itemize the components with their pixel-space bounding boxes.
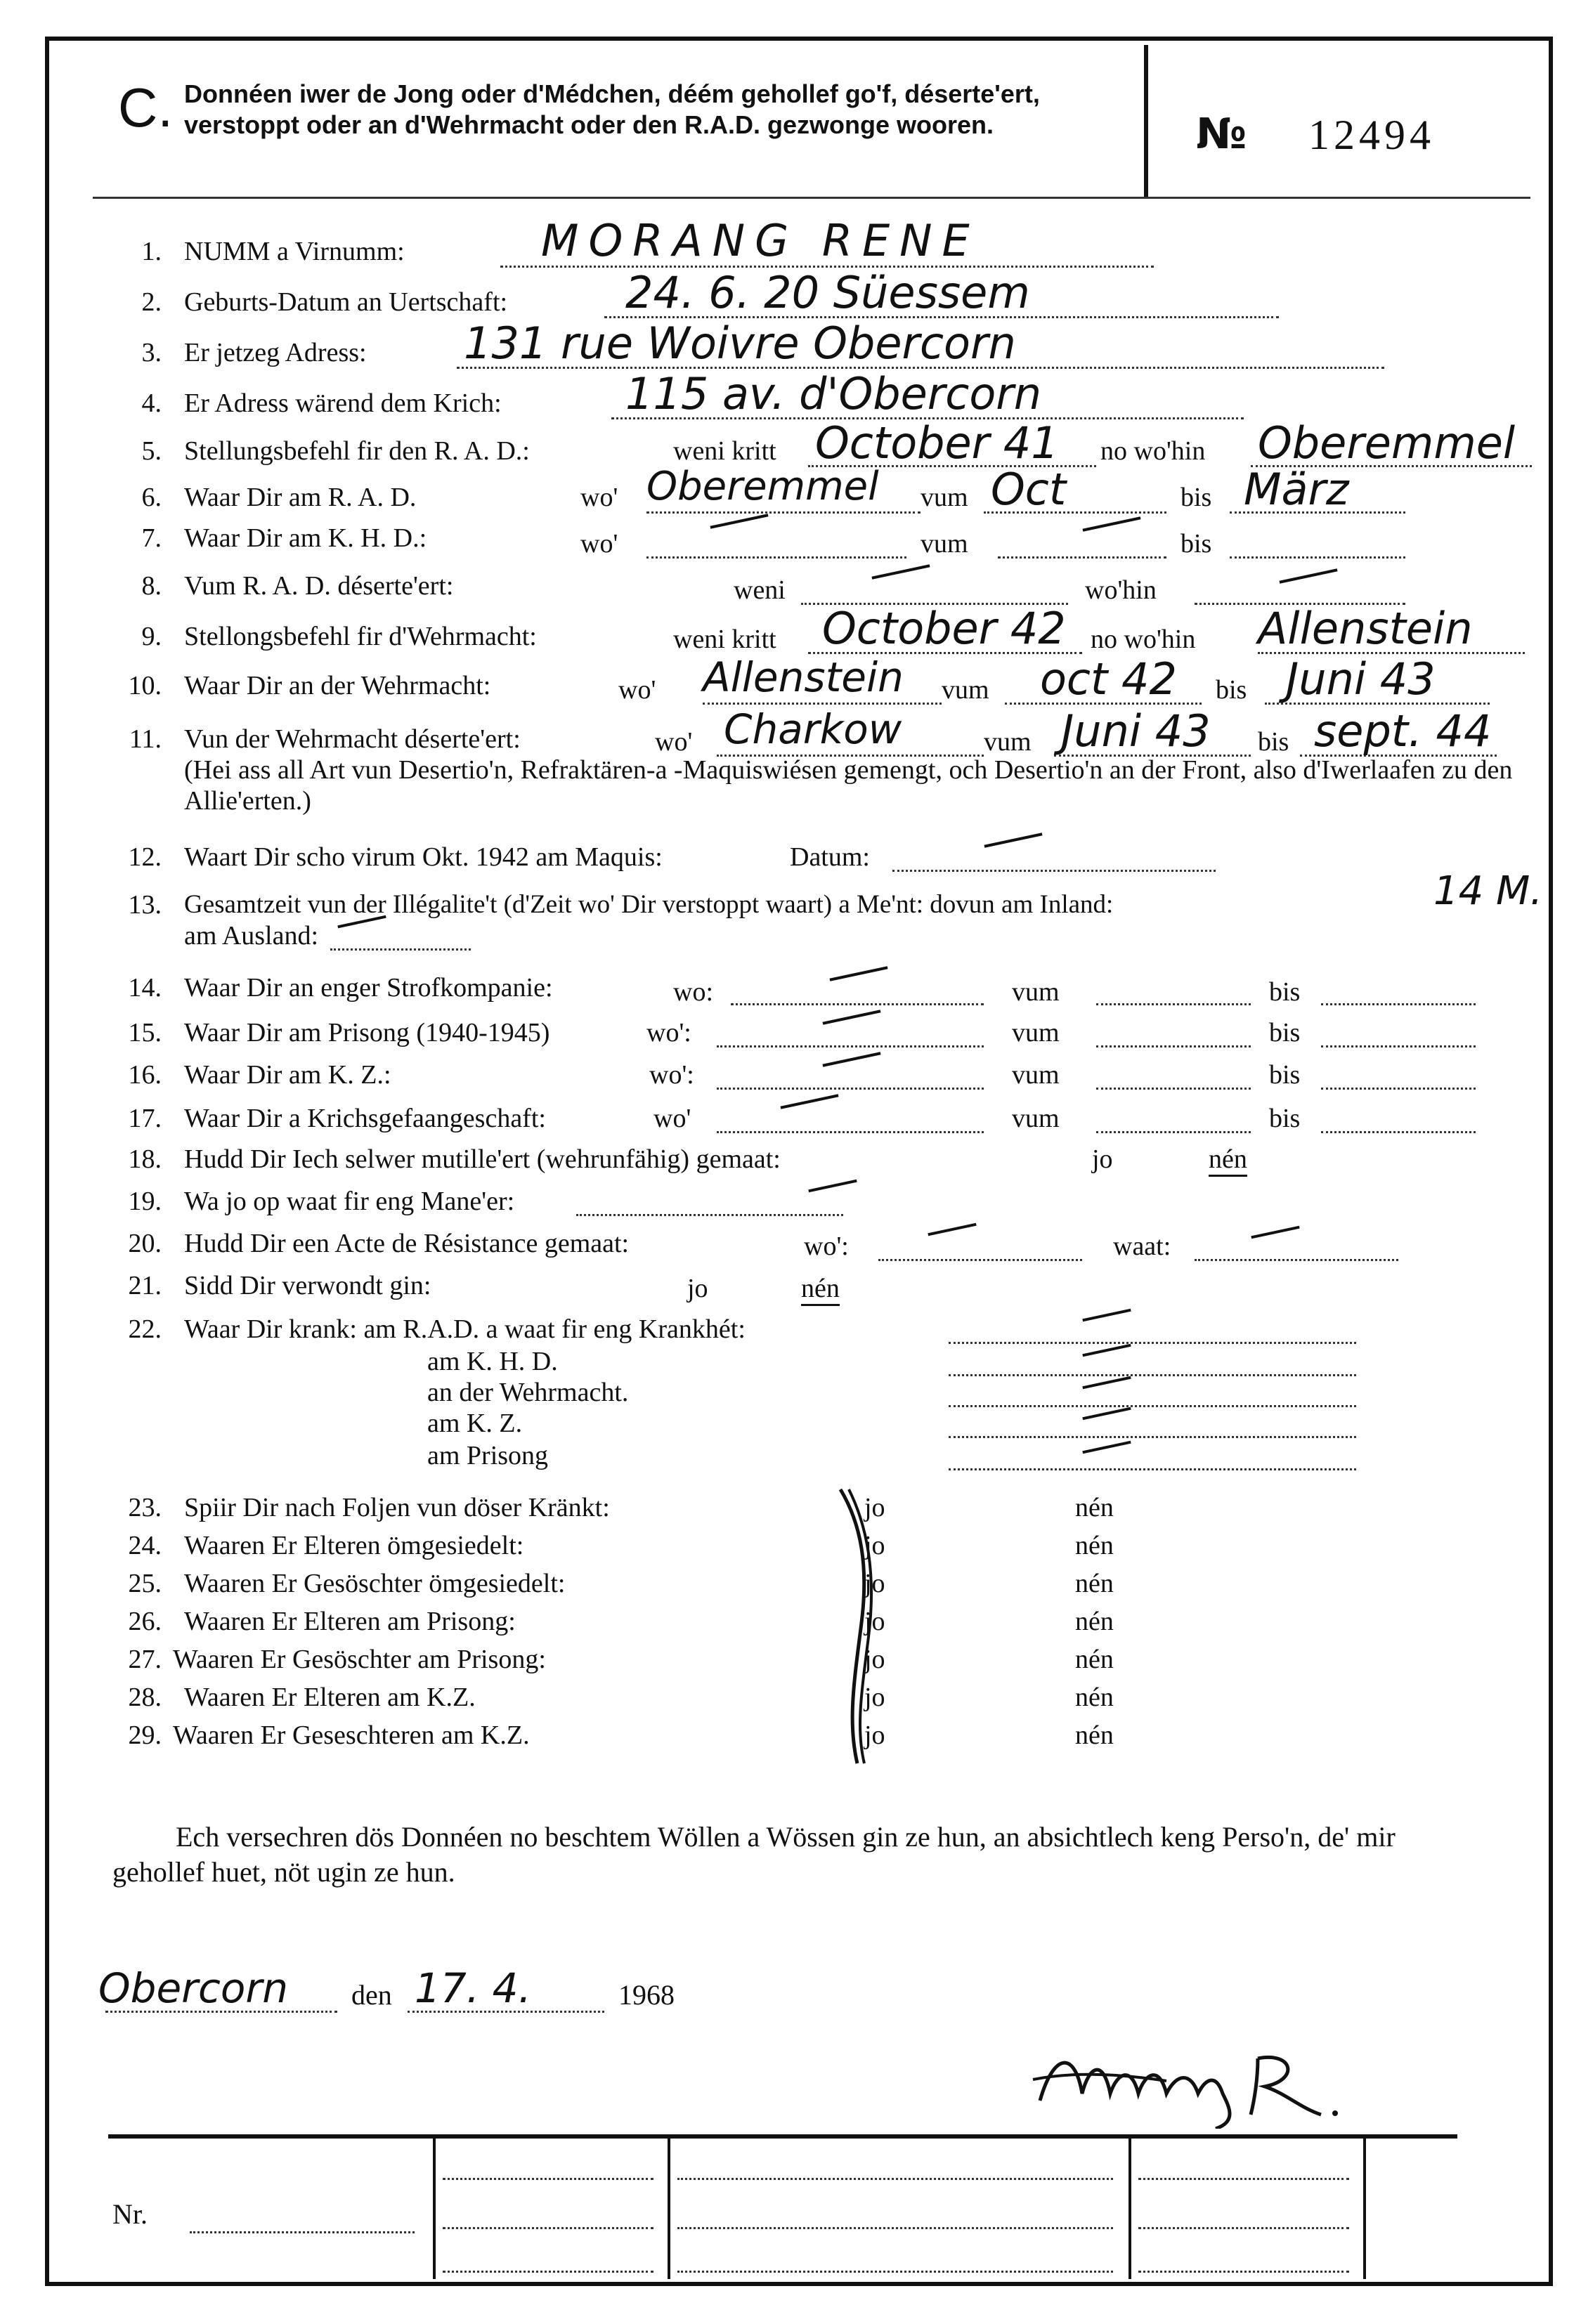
note-desertion: (Hei ass all Art vun Desertio'n, Refraktären-a -Maquiswiésen gemengt, och Desertio'n an der Front, also d'Iwerlaafen zu den Allie'erten.) (184, 755, 1513, 816)
answer-dash (1082, 1441, 1131, 1454)
answer-rad-from[interactable]: Oct (991, 464, 1067, 515)
question-number: 11. (129, 724, 162, 754)
field-label-until: bis (1269, 1018, 1301, 1047)
section-letter: C. (118, 77, 173, 138)
handwritten-place[interactable]: Obercorn (98, 1964, 288, 2012)
den-label: den (351, 1979, 392, 2011)
question-label: Sidd Dir verwondt gin: (184, 1271, 431, 1300)
answer-line (731, 1003, 984, 1005)
answer-birth[interactable]: 24. 6. 20 Süessem (625, 267, 1030, 318)
answer-line (717, 1045, 984, 1047)
field-label-when: weni kritt (673, 436, 776, 466)
field-label-until: bis (1269, 1060, 1301, 1090)
answer-dash (1280, 568, 1338, 583)
answer-line (1321, 1045, 1476, 1047)
question-number: 28. (128, 1683, 162, 1712)
question-number: 1. (141, 237, 162, 266)
question-number: 16. (128, 1060, 162, 1090)
answer-line (717, 1131, 984, 1133)
field-label-from: vum (1012, 1018, 1060, 1047)
question-number: 9. (141, 622, 162, 651)
answer-line (1321, 1003, 1476, 1005)
question-label: Waar Dir am K. Z.: (184, 1060, 391, 1090)
answer-line (949, 1374, 1356, 1376)
answer-wehrmacht-date[interactable]: October 42 (822, 603, 1066, 654)
answer-line (949, 1342, 1356, 1344)
answer-dash (823, 1010, 881, 1024)
question-label: Er Adress wärend dem Krich: (184, 389, 502, 418)
field-label-where: wo' (618, 675, 656, 705)
footer-field-line[interactable] (1138, 2227, 1349, 2229)
answer-line (892, 870, 1216, 872)
handwritten-date[interactable]: 17. 4. (415, 1964, 532, 2012)
question-label: Stellongsbefehl fir d'Wehrmacht: (184, 622, 537, 651)
field-label-when: weni kritt (673, 625, 776, 654)
illness-sub-khd: am K. H. D. (427, 1347, 558, 1376)
answer-dash (808, 1180, 857, 1192)
question-number: 29. (128, 1721, 162, 1750)
question-number: 27. (128, 1645, 162, 1674)
option-jo-selected[interactable]: jo (864, 1645, 885, 1674)
option-nen-selected[interactable]: nén (1209, 1144, 1247, 1177)
question-number: 5. (141, 436, 162, 466)
field-label-from: vum (921, 483, 968, 512)
question-number: 18. (128, 1144, 162, 1174)
answer-address[interactable]: 131 rue Woivre Obercorn (464, 318, 1016, 369)
answer-desertion-from[interactable]: Juni 43 (1061, 705, 1211, 757)
question-number: 7. (141, 523, 162, 553)
answer-line (330, 948, 471, 951)
answer-line (949, 1405, 1356, 1407)
answer-name[interactable]: MORANG RENE (541, 215, 980, 266)
question-label: Waar Dir an enger Strofkompanie: (184, 973, 553, 1003)
answer-line (949, 1468, 1356, 1470)
option-nen[interactable]: nén (1075, 1645, 1114, 1674)
option-nen[interactable]: nén (1075, 1683, 1114, 1712)
question-number: 3. (141, 338, 162, 367)
option-nen[interactable]: nén (1075, 1493, 1114, 1522)
answer-line (646, 556, 906, 559)
illness-sub-wehrmacht: an der Wehrmacht. (427, 1378, 629, 1407)
question-number: 25. (128, 1569, 162, 1598)
question-label: Waaren Er Gesöschter ömgesiedelt: (184, 1569, 566, 1598)
form-title: Donnéen iwer de Jong oder d'Médchen, déém gehollef go'f, déserte'ert, verstoppt oder an d'Wehrmacht oder den R.A.D. gezwonge wooren. (184, 79, 1040, 139)
footer-field-line[interactable] (1138, 2178, 1349, 2180)
field-label-where: no wo'hin (1091, 625, 1196, 654)
field-label-date: Datum: (790, 842, 870, 872)
answer-dash (928, 1223, 976, 1236)
question-label: Wa jo op waat fir eng Mane'er: (184, 1187, 515, 1216)
option-nen[interactable]: nén (1075, 1721, 1114, 1750)
footer-field-line[interactable] (443, 2227, 653, 2229)
field-label-where: wo'hin (1085, 575, 1157, 605)
question-number: 2. (141, 287, 162, 317)
footer-column-divider (1363, 2139, 1366, 2279)
illness-sub-prisong: am Prisong (427, 1441, 549, 1470)
answer-dash (1082, 1309, 1131, 1321)
answer-line (646, 511, 921, 514)
signature-image (1026, 2023, 1419, 2129)
question-label: Waar Dir krank: am R.A.D. a waat fir eng Krankhét: (184, 1314, 746, 1344)
attestation-text: Ech versechren dös Donnéen no beschtem Wöllen a Wössen gin ze hun, an absichtlech keng Perso'n, de' mir gehollef huet, nöt ugin ze hun. (112, 1821, 1396, 1888)
question-number: 22. (128, 1314, 162, 1344)
question-label: Geburts-Datum an Uertschaft: (184, 287, 508, 317)
answer-rad-where[interactable]: Oberemmel (646, 464, 879, 509)
question-number: 8. (141, 571, 162, 601)
question-label: Er jetzeg Adress: (184, 338, 367, 367)
question-label: Waar Dir am R. A. D. (184, 483, 417, 512)
question-label: Vun der Wehrmacht déserte'ert: (184, 724, 521, 754)
option-nen[interactable]: nén (1075, 1569, 1114, 1598)
question-number: 17. (128, 1104, 162, 1133)
form-number: 12494 (1308, 112, 1435, 158)
footer-field-line[interactable] (677, 2271, 1113, 2273)
question-label: Waaren Er Geseschteren am K.Z. (173, 1721, 530, 1750)
nr-line[interactable] (190, 2231, 415, 2233)
answer-wehrmacht-place[interactable]: Allenstein (1258, 603, 1473, 654)
field-label-abroad: am Ausland: (184, 921, 319, 951)
question-label: Waaren Er Elteren am Prisong: (184, 1607, 516, 1636)
question-label: NUMM a Virnumm: (184, 237, 405, 266)
answer-wartime-address[interactable]: 115 av. d'Obercorn (625, 368, 1042, 419)
option-jo[interactable]: jo (1092, 1144, 1113, 1174)
answer-line (576, 1214, 843, 1216)
field-label-where: wo' (580, 529, 618, 559)
field-label-where: wo' (580, 483, 618, 512)
footer-field-line[interactable] (677, 2227, 1113, 2229)
question-label: Hudd Dir Iech selwer mutille'ert (wehrunfähig) gemaat: (184, 1144, 781, 1174)
option-jo-selected[interactable]: jo (864, 1721, 885, 1750)
field-label-until: bis (1258, 727, 1289, 757)
header-rule (93, 197, 1530, 199)
question-number: 24. (128, 1531, 162, 1560)
answer-dash (1082, 1344, 1131, 1357)
answer-line (105, 2011, 337, 2013)
footer-column-divider (433, 2139, 436, 2279)
nr-label: Nr. (112, 2198, 148, 2230)
field-label-from: vum (984, 727, 1032, 757)
answer-line (1195, 1259, 1398, 1261)
option-nen[interactable]: nén (1075, 1531, 1114, 1560)
field-label-until: bis (1269, 1104, 1301, 1133)
question-number: 20. (128, 1229, 162, 1258)
option-jo-selected[interactable]: jo (864, 1607, 885, 1636)
answer-dash (781, 1094, 839, 1109)
answer-dash (710, 514, 769, 528)
footer-field-line[interactable] (443, 2271, 653, 2273)
question-number: 10. (128, 671, 162, 700)
question-number: 15. (128, 1018, 162, 1047)
answer-rad-place[interactable]: Oberemmel (1258, 417, 1516, 469)
question-label: Spiir Dir nach Foljen vun döser Kränkt: (184, 1493, 610, 1522)
field-label-until: bis (1216, 675, 1247, 705)
question-label: Stellungsbefehl fir den R. A. D.: (184, 436, 530, 466)
answer-dash (1082, 1376, 1131, 1389)
question-number: 19. (128, 1187, 162, 1216)
field-label-from: vum (1012, 1104, 1060, 1133)
field-label-from: vum (1012, 1060, 1060, 1090)
question-label: Waart Dir scho virum Okt. 1942 am Maquis: (184, 842, 663, 872)
field-label-when: weni (734, 575, 786, 605)
answer-line (1230, 556, 1405, 559)
question-number: 4. (141, 389, 162, 418)
answer-dash (1082, 1407, 1131, 1420)
answer-line (703, 703, 942, 705)
field-label-where: no wo'hin (1100, 436, 1206, 466)
question-label: Waaren Er Elteren am K.Z. (184, 1683, 476, 1712)
field-label-from: vum (1012, 977, 1060, 1007)
answer-dash (823, 1052, 881, 1066)
question-label: Hudd Dir een Acte de Résistance gemaat: (184, 1229, 630, 1258)
field-label-where: wo' (653, 1104, 691, 1133)
field-label-until: bis (1180, 483, 1212, 512)
answer-dash (984, 833, 1043, 847)
option-nen-selected[interactable]: nén (801, 1273, 840, 1306)
answer-desertion-where[interactable]: Charkow (724, 705, 902, 753)
answer-line (949, 1436, 1356, 1438)
header-divider (1144, 45, 1148, 197)
field-label-where: wo: (673, 977, 713, 1007)
field-label-where: wo': (649, 1060, 694, 1090)
answer-line (1096, 1088, 1251, 1090)
footer-column-divider (668, 2139, 670, 2279)
field-label-from: vum (942, 675, 989, 705)
question-number: 13. (128, 890, 162, 920)
question-number: 6. (141, 483, 162, 512)
footer-field-line[interactable] (1138, 2271, 1349, 2273)
answer-dash (872, 564, 930, 579)
field-label-from: vum (921, 529, 968, 559)
option-jo-selected[interactable]: jo (864, 1493, 885, 1522)
answer-line (1321, 1131, 1476, 1133)
answer-dash (1251, 1226, 1299, 1239)
option-jo-selected[interactable]: jo (864, 1569, 885, 1598)
answer-inland-months[interactable]: 14 M. (1433, 868, 1543, 914)
answer-line (878, 1259, 1082, 1261)
footer-rule (108, 2134, 1457, 2139)
answer-line (1096, 1003, 1251, 1005)
question-label: Waar Dir am K. H. D.: (184, 523, 427, 553)
option-jo[interactable]: jo (687, 1274, 708, 1303)
answer-line (998, 556, 1166, 559)
footer-field-line[interactable] (443, 2178, 653, 2180)
footer-field-line[interactable] (677, 2178, 1113, 2180)
answer-line (1096, 1131, 1251, 1133)
question-label: Waaren Er Gesöschter am Prisong: (173, 1645, 546, 1674)
answer-wehrmacht-from[interactable]: oct 42 (1040, 653, 1177, 705)
answer-desertion-until[interactable]: sept. 44 (1314, 705, 1492, 757)
question-label: Gesamtzeit vun der Illégalite't (d'Zeit wo' Dir verstoppt waart) a Me'nt: dovun am Inland: (184, 890, 1114, 919)
option-jo-selected[interactable]: jo (864, 1531, 885, 1560)
question-number: 14. (128, 973, 162, 1003)
question-label: Waar Dir am Prisong (1940-1945) (184, 1018, 550, 1047)
option-nen[interactable]: nén (1075, 1607, 1114, 1636)
answer-rad-until[interactable]: März (1244, 464, 1349, 515)
question-label: Waar Dir an der Wehrmacht: (184, 671, 491, 700)
question-label: Waar Dir a Krichsgefaangeschaft: (184, 1104, 546, 1133)
option-jo-selected[interactable]: jo (864, 1683, 885, 1712)
question-label: Waaren Er Elteren ömgesiedelt: (184, 1531, 524, 1560)
question-number: 12. (128, 842, 162, 872)
answer-line (1321, 1088, 1476, 1090)
question-label: Vum R. A. D. déserte'ert: (184, 571, 454, 601)
footer-column-divider (1129, 2139, 1131, 2279)
answer-dash (1083, 516, 1141, 531)
question-number: 26. (128, 1607, 162, 1636)
jo-bracket-mark (833, 1482, 890, 1770)
field-label-until: bis (1269, 977, 1301, 1007)
field-label-where: wo': (646, 1018, 691, 1047)
field-label-until: bis (1180, 529, 1212, 559)
answer-wehrmacht-until[interactable]: Juni 43 (1286, 653, 1436, 705)
question-number: 21. (128, 1271, 162, 1300)
answer-rad-date[interactable]: October 41 (815, 417, 1059, 469)
answer-wehrmacht-where[interactable]: Allenstein (703, 653, 904, 701)
answer-dash (830, 966, 888, 981)
number-sign: № (1196, 110, 1247, 159)
field-label-where: wo': (804, 1232, 849, 1261)
question-number: 23. (128, 1493, 162, 1522)
illness-sub-kz: am K. Z. (427, 1409, 523, 1438)
answer-line (717, 1088, 984, 1090)
year-label: 1968 (618, 1979, 675, 2011)
field-label-where: wo' (655, 727, 693, 757)
field-label-what: waat: (1113, 1232, 1171, 1261)
answer-line (1096, 1045, 1251, 1047)
